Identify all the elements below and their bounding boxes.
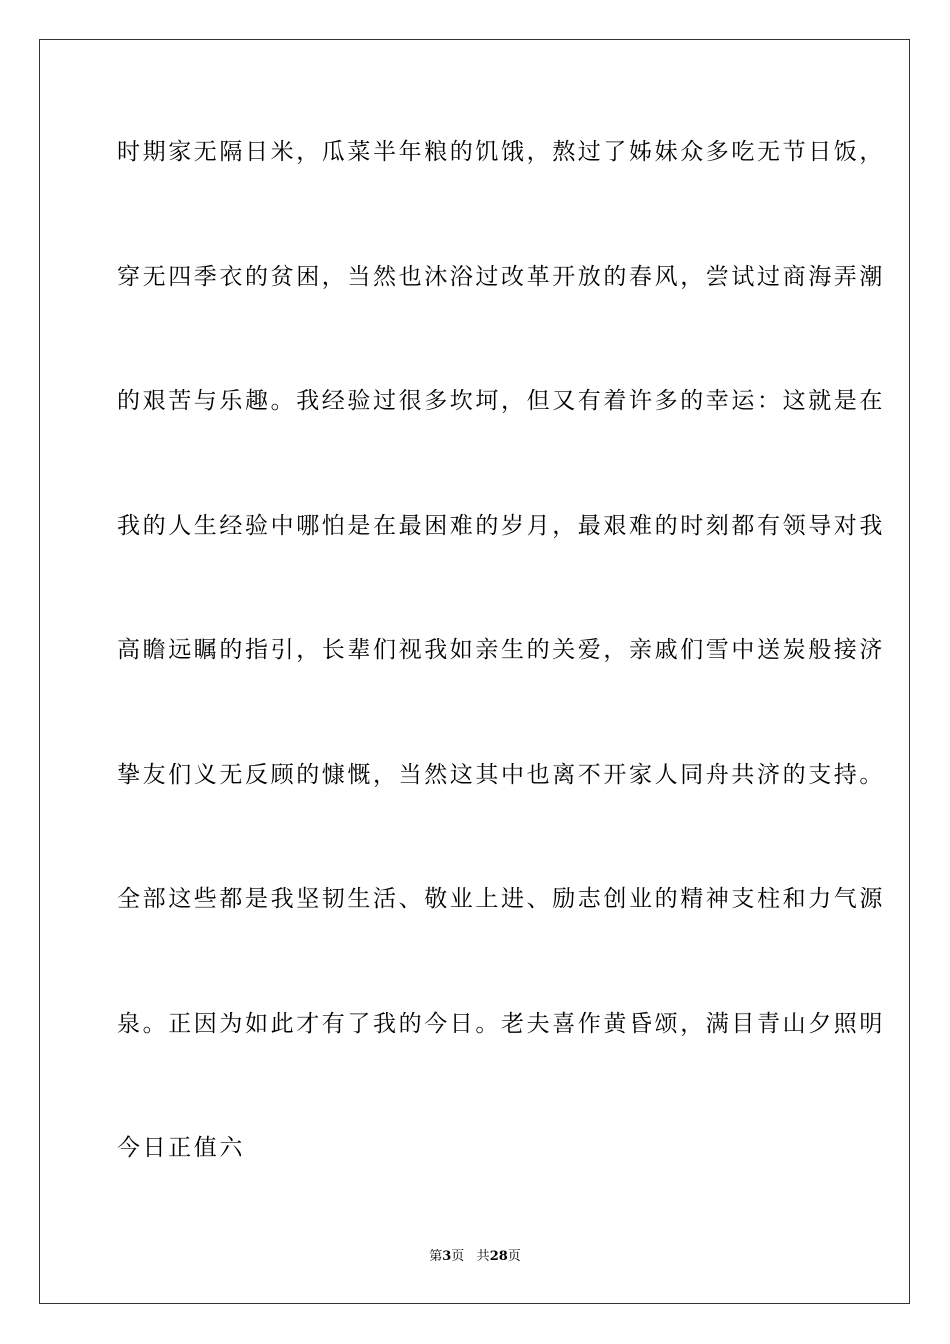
page-footer: [0, 1249, 950, 1265]
footer-current-page: 3: [442, 1249, 452, 1264]
body-text-line: 全部这些都是我坚韧生活、敬业上进、励志创业的精神支柱和力气源: [117, 886, 885, 912]
body-text-line: 挚友们义无反顾的慷慨，当然这其中也离不开家人同舟共济的支持。: [117, 762, 885, 788]
body-text-line: 今日正值六: [117, 1135, 245, 1161]
body-text-line: 的艰苦与乐趣。我经验过很多坎坷，但又有着许多的幸运：这就是在: [117, 388, 885, 414]
page-border: [39, 39, 910, 1304]
footer-page-suffix: 页: [451, 1249, 465, 1264]
footer-total-suffix: 页: [507, 1249, 521, 1264]
body-text-line: 我的人生经验中哪怕是在最困难的岁月，最艰难的时刻都有领导对我: [117, 513, 885, 539]
footer-total-prefix: 共: [476, 1249, 490, 1264]
footer-total-pages: 28: [489, 1249, 508, 1264]
footer-page-prefix: 第: [429, 1249, 443, 1264]
body-text-line: 高瞻远瞩的指引，长辈们视我如亲生的关爱，亲戚们雪中送炭般接济: [117, 637, 885, 663]
body-text-line: 时期家无隔日米，瓜菜半年粮的饥饿，熬过了姊妹众多吃无节日饭，: [117, 139, 885, 165]
body-text-line: 穿无四季衣的贫困，当然也沐浴过改革开放的春风，尝试过商海弄潮: [117, 264, 885, 290]
body-text-line: 泉。正因为如此才有了我的今日。老夫喜作黄昏颂，满目青山夕照明: [117, 1011, 885, 1037]
